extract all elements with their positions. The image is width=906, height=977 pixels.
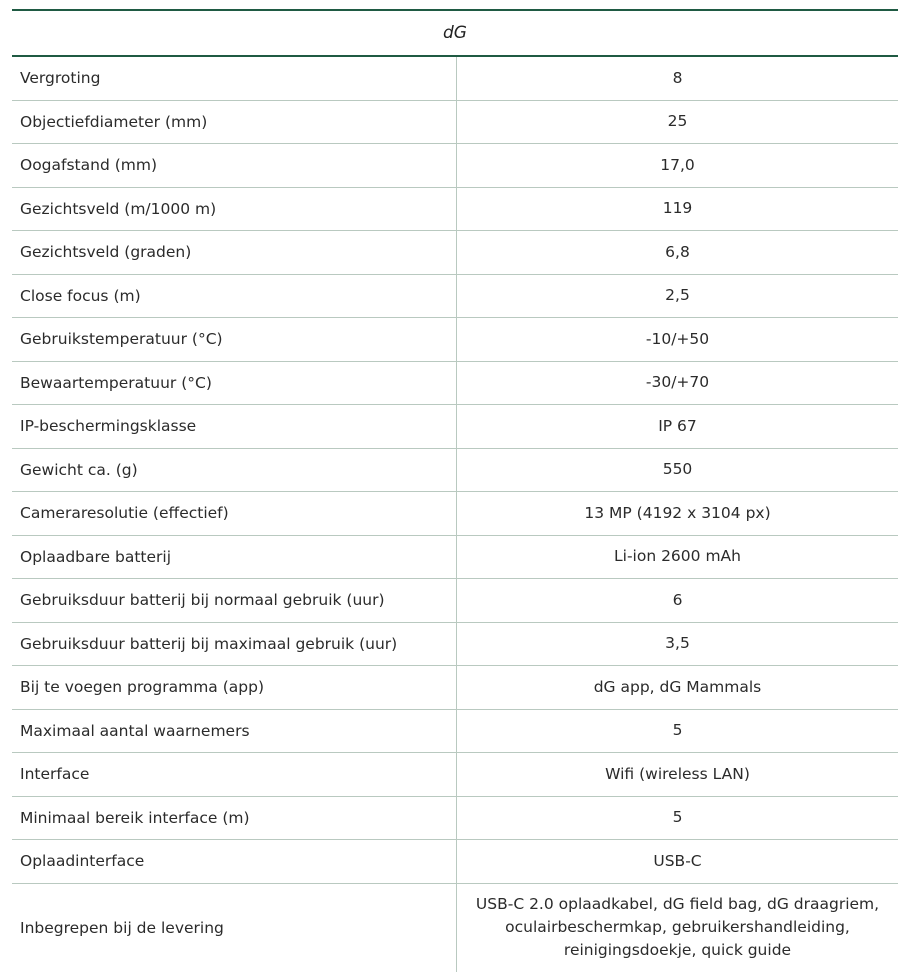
row-label: Close focus (m): [12, 275, 457, 318]
table-row: [12, 492, 898, 536]
table-row: [12, 840, 898, 884]
table-row: [12, 318, 898, 362]
row-label: Minimaal bereik interface (m): [12, 797, 457, 840]
row-value: 5: [672, 808, 683, 827]
row-label: Interface: [12, 753, 457, 796]
row-label: Bewaartemperatuur (°C): [12, 362, 457, 405]
row-value: 6: [672, 590, 683, 609]
row-value: 17,0: [660, 155, 695, 174]
row-label: Oplaadbare batterij: [12, 536, 457, 579]
row-value: 8: [672, 68, 683, 87]
table-row: [12, 797, 898, 841]
row-label: IP-beschermingsklasse: [12, 405, 457, 448]
table-row: [12, 579, 898, 623]
row-value: 3,5: [665, 634, 690, 653]
row-value: 6,8: [665, 242, 690, 261]
table-row: [12, 57, 898, 101]
row-label: Maximaal aantal waarnemers: [12, 710, 457, 753]
table-row: [12, 449, 898, 493]
row-value: Wifi (wireless LAN): [605, 764, 750, 783]
table-row: [12, 275, 898, 319]
table-row: [12, 144, 898, 188]
row-label: Gebruiksduur batterij bij normaal gebruik (uur): [12, 579, 457, 622]
row-label: Gebruikstemperatuur (°C): [12, 318, 457, 361]
row-label: Gezichtsveld (m/1000 m): [12, 188, 457, 231]
row-label: Inbegrepen bij de levering: [12, 884, 457, 972]
table-header: dG: [12, 11, 898, 57]
row-label: Gewicht ca. (g): [12, 449, 457, 492]
row-value: 550: [662, 460, 693, 479]
row-value: Li-ion 2600 mAh: [614, 547, 741, 566]
row-label: Cameraresolutie (effectief): [12, 492, 457, 535]
row-label: Oplaadinterface: [12, 840, 457, 883]
table-row: [12, 884, 898, 972]
row-value: 25: [667, 112, 688, 131]
table-row: [12, 101, 898, 145]
table-row: [12, 405, 898, 449]
row-label: Gezichtsveld (graden): [12, 231, 457, 274]
row-value: -30/+70: [645, 373, 710, 392]
row-value: IP 67: [658, 416, 697, 435]
row-value: 13 MP (4192 x 3104 px): [584, 503, 771, 522]
row-value: 5: [672, 721, 683, 740]
row-value: USB-C 2.0 oplaadkabel, dG field bag, dG draagriem, oculairbeschermkap, gebruikershandleiding, reinigingsdoekje, quick guide: [475, 895, 880, 959]
spec-table: [12, 9, 898, 972]
row-value: 2,5: [665, 286, 690, 305]
table-row: [12, 188, 898, 232]
table-row: [12, 536, 898, 580]
table-row: [12, 666, 898, 710]
table-row: [12, 231, 898, 275]
row-value: -10/+50: [645, 329, 710, 348]
row-label: Gebruiksduur batterij bij maximaal gebruik (uur): [12, 623, 457, 666]
row-label: Objectiefdiameter (mm): [12, 101, 457, 144]
row-value: 119: [662, 199, 693, 218]
row-label: Bij te voegen programma (app): [12, 666, 457, 709]
table-row: [12, 623, 898, 667]
table-row: [12, 362, 898, 406]
row-value: USB-C: [653, 851, 702, 870]
table-row: [12, 753, 898, 797]
row-value: dG app, dG Mammals: [593, 677, 762, 696]
row-label: Vergroting: [12, 57, 457, 100]
table-row: [12, 710, 898, 754]
row-label: Oogafstand (mm): [12, 144, 457, 187]
